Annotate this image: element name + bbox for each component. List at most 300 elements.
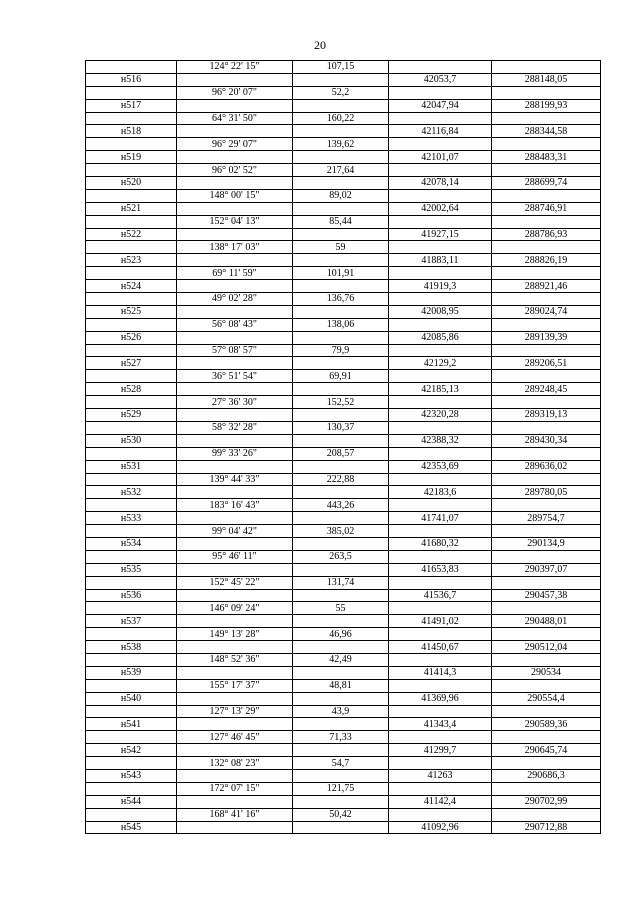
- empty-cell: [389, 653, 492, 666]
- empty-cell: [492, 550, 601, 563]
- empty-cell: [492, 705, 601, 718]
- segment-length: 107,15: [293, 61, 389, 74]
- empty-cell: [86, 318, 177, 331]
- point-id: н540: [86, 692, 177, 705]
- empty-cell: [389, 679, 492, 692]
- empty-cell: [293, 666, 389, 679]
- coordinate-y: 290488,01: [492, 615, 601, 628]
- empty-cell: [177, 821, 293, 834]
- segment-length: 52,2: [293, 86, 389, 99]
- coordinate-y: 288786,93: [492, 228, 601, 241]
- point-row: [86, 769, 601, 782]
- empty-cell: [293, 280, 389, 293]
- empty-cell: [293, 692, 389, 705]
- segment-length: 54,7: [293, 757, 389, 770]
- empty-cell: [492, 757, 601, 770]
- direction-angle: 49° 02' 28": [177, 293, 293, 306]
- direction-angle: 96° 29' 07": [177, 138, 293, 151]
- empty-cell: [389, 318, 492, 331]
- point-id: н538: [86, 641, 177, 654]
- point-id: н520: [86, 177, 177, 190]
- direction-angle: 149° 13' 28": [177, 628, 293, 641]
- empty-cell: [492, 396, 601, 409]
- coordinate-y: 290554,4: [492, 692, 601, 705]
- point-id: н543: [86, 769, 177, 782]
- empty-cell: [177, 151, 293, 164]
- coordinates-table: [85, 60, 601, 834]
- empty-cell: [86, 241, 177, 254]
- point-row: [86, 280, 601, 293]
- segment-row: [86, 525, 601, 538]
- segment-length: 160,22: [293, 112, 389, 125]
- point-id: н523: [86, 254, 177, 267]
- empty-cell: [86, 215, 177, 228]
- segment-length: 131,74: [293, 576, 389, 589]
- direction-angle: 27° 36' 30": [177, 396, 293, 409]
- empty-cell: [293, 202, 389, 215]
- empty-cell: [177, 718, 293, 731]
- empty-cell: [293, 718, 389, 731]
- segment-length: 208,57: [293, 447, 389, 460]
- point-id: н530: [86, 434, 177, 447]
- point-row: [86, 795, 601, 808]
- empty-cell: [492, 576, 601, 589]
- point-row: [86, 460, 601, 473]
- coordinate-x: 41919,3: [389, 280, 492, 293]
- coordinate-y: 288746,91: [492, 202, 601, 215]
- empty-cell: [177, 512, 293, 525]
- empty-cell: [86, 628, 177, 641]
- coordinate-x: 41369,96: [389, 692, 492, 705]
- empty-cell: [293, 744, 389, 757]
- empty-cell: [177, 228, 293, 241]
- segment-row: [86, 396, 601, 409]
- segment-row: [86, 808, 601, 821]
- coordinate-y: 289754,7: [492, 512, 601, 525]
- point-row: [86, 589, 601, 602]
- empty-cell: [492, 679, 601, 692]
- empty-cell: [177, 563, 293, 576]
- segment-length: 50,42: [293, 808, 389, 821]
- empty-cell: [177, 641, 293, 654]
- coordinate-x: 42002,64: [389, 202, 492, 215]
- point-id: н537: [86, 615, 177, 628]
- segment-row: [86, 757, 601, 770]
- point-id: н526: [86, 331, 177, 344]
- empty-cell: [492, 731, 601, 744]
- empty-cell: [293, 228, 389, 241]
- empty-cell: [293, 589, 389, 602]
- empty-cell: [293, 357, 389, 370]
- empty-cell: [86, 293, 177, 306]
- point-id: н534: [86, 537, 177, 550]
- direction-angle: 127° 46' 45": [177, 731, 293, 744]
- point-row: [86, 331, 601, 344]
- direction-angle: 64° 31' 50": [177, 112, 293, 125]
- segment-length: 385,02: [293, 525, 389, 538]
- coordinate-x: 42320,28: [389, 409, 492, 422]
- point-id: н525: [86, 305, 177, 318]
- coordinate-y: 290457,38: [492, 589, 601, 602]
- empty-cell: [389, 421, 492, 434]
- empty-cell: [293, 125, 389, 138]
- empty-cell: [177, 202, 293, 215]
- empty-cell: [293, 73, 389, 86]
- segment-row: [86, 731, 601, 744]
- point-row: [86, 434, 601, 447]
- segment-length: 79,9: [293, 344, 389, 357]
- empty-cell: [293, 305, 389, 318]
- segment-row: [86, 550, 601, 563]
- coordinate-x: 42085,86: [389, 331, 492, 344]
- point-id: н518: [86, 125, 177, 138]
- coordinate-y: 288921,46: [492, 280, 601, 293]
- empty-cell: [492, 473, 601, 486]
- coordinate-x: 41653,83: [389, 563, 492, 576]
- segment-length: 138,06: [293, 318, 389, 331]
- segment-row: [86, 164, 601, 177]
- empty-cell: [492, 370, 601, 383]
- direction-angle: 183° 16' 43": [177, 499, 293, 512]
- segment-row: [86, 473, 601, 486]
- empty-cell: [492, 241, 601, 254]
- direction-angle: 56° 08' 43": [177, 318, 293, 331]
- segment-row: [86, 576, 601, 589]
- empty-cell: [389, 396, 492, 409]
- empty-cell: [293, 821, 389, 834]
- point-row: [86, 305, 601, 318]
- point-id: н516: [86, 73, 177, 86]
- empty-cell: [177, 125, 293, 138]
- empty-cell: [492, 808, 601, 821]
- point-id: н524: [86, 280, 177, 293]
- point-row: [86, 692, 601, 705]
- empty-cell: [389, 164, 492, 177]
- direction-angle: 36° 51' 54": [177, 370, 293, 383]
- point-row: [86, 383, 601, 396]
- coordinate-x: 41092,96: [389, 821, 492, 834]
- point-id: н544: [86, 795, 177, 808]
- empty-cell: [293, 537, 389, 550]
- direction-angle: 148° 52' 36": [177, 653, 293, 666]
- direction-angle: 132° 08' 23": [177, 757, 293, 770]
- point-row: [86, 228, 601, 241]
- empty-cell: [492, 215, 601, 228]
- coordinate-y: 290589,36: [492, 718, 601, 731]
- empty-cell: [492, 628, 601, 641]
- empty-cell: [177, 589, 293, 602]
- coordinate-x: 41450,67: [389, 641, 492, 654]
- segment-length: 42,49: [293, 653, 389, 666]
- point-row: [86, 357, 601, 370]
- empty-cell: [389, 576, 492, 589]
- empty-cell: [492, 782, 601, 795]
- coordinate-y: 289024,74: [492, 305, 601, 318]
- empty-cell: [492, 112, 601, 125]
- segment-length: 121,75: [293, 782, 389, 795]
- coordinate-y: 290712,88: [492, 821, 601, 834]
- direction-angle: 57° 08' 57": [177, 344, 293, 357]
- point-row: [86, 486, 601, 499]
- empty-cell: [177, 305, 293, 318]
- empty-cell: [177, 357, 293, 370]
- empty-cell: [86, 447, 177, 460]
- coordinate-y: 290397,07: [492, 563, 601, 576]
- empty-cell: [86, 653, 177, 666]
- coordinate-x: 42116,84: [389, 125, 492, 138]
- direction-angle: 95° 46' 11": [177, 550, 293, 563]
- point-id: н545: [86, 821, 177, 834]
- coordinate-y: 290512,04: [492, 641, 601, 654]
- segment-row: [86, 189, 601, 202]
- coordinate-x: 42353,69: [389, 460, 492, 473]
- coordinate-x: 42388,32: [389, 434, 492, 447]
- segment-length: 55: [293, 602, 389, 615]
- empty-cell: [389, 215, 492, 228]
- point-row: [86, 666, 601, 679]
- coordinate-y: 288344,58: [492, 125, 601, 138]
- direction-angle: 99° 33' 26": [177, 447, 293, 460]
- coordinate-x: 41680,32: [389, 537, 492, 550]
- empty-cell: [492, 293, 601, 306]
- direction-angle: 155° 17' 37": [177, 679, 293, 692]
- point-id: н517: [86, 99, 177, 112]
- empty-cell: [389, 138, 492, 151]
- empty-cell: [86, 705, 177, 718]
- empty-cell: [177, 383, 293, 396]
- empty-cell: [293, 795, 389, 808]
- coordinate-x: 41536,7: [389, 589, 492, 602]
- empty-cell: [86, 782, 177, 795]
- point-id: н533: [86, 512, 177, 525]
- segment-length: 263,5: [293, 550, 389, 563]
- coordinate-y: 289319,13: [492, 409, 601, 422]
- segment-row: [86, 241, 601, 254]
- segment-length: 46,96: [293, 628, 389, 641]
- empty-cell: [293, 460, 389, 473]
- direction-angle: 138° 17' 03": [177, 241, 293, 254]
- coordinate-x: 42101,07: [389, 151, 492, 164]
- empty-cell: [293, 434, 389, 447]
- point-id: н541: [86, 718, 177, 731]
- coordinate-y: 290702,99: [492, 795, 601, 808]
- empty-cell: [492, 267, 601, 280]
- empty-cell: [86, 421, 177, 434]
- empty-cell: [177, 692, 293, 705]
- segment-row: [86, 215, 601, 228]
- empty-cell: [389, 86, 492, 99]
- segment-length: 59: [293, 241, 389, 254]
- empty-cell: [293, 615, 389, 628]
- empty-cell: [177, 331, 293, 344]
- empty-cell: [293, 769, 389, 782]
- segment-length: 101,91: [293, 267, 389, 280]
- point-row: [86, 615, 601, 628]
- coordinate-y: 289780,05: [492, 486, 601, 499]
- segment-row: [86, 653, 601, 666]
- empty-cell: [177, 409, 293, 422]
- point-row: [86, 718, 601, 731]
- empty-cell: [293, 177, 389, 190]
- coordinate-y: 289206,51: [492, 357, 601, 370]
- empty-cell: [177, 280, 293, 293]
- empty-cell: [389, 189, 492, 202]
- segment-row: [86, 782, 601, 795]
- direction-angle: 99° 04' 42": [177, 525, 293, 538]
- coordinate-y: 289430,34: [492, 434, 601, 447]
- direction-angle: 168° 41' 16": [177, 808, 293, 821]
- empty-cell: [293, 99, 389, 112]
- empty-cell: [86, 138, 177, 151]
- coordinate-x: 42047,94: [389, 99, 492, 112]
- empty-cell: [389, 241, 492, 254]
- segment-length: 71,33: [293, 731, 389, 744]
- empty-cell: [492, 602, 601, 615]
- empty-cell: [86, 344, 177, 357]
- coordinate-x: 41883,11: [389, 254, 492, 267]
- empty-cell: [492, 499, 601, 512]
- point-row: [86, 512, 601, 525]
- direction-angle: 152° 04' 13": [177, 215, 293, 228]
- empty-cell: [86, 396, 177, 409]
- empty-cell: [492, 525, 601, 538]
- point-row: [86, 151, 601, 164]
- empty-cell: [389, 112, 492, 125]
- empty-cell: [86, 164, 177, 177]
- point-id: н535: [86, 563, 177, 576]
- empty-cell: [389, 447, 492, 460]
- empty-cell: [177, 486, 293, 499]
- empty-cell: [86, 267, 177, 280]
- coordinate-x: 41927,15: [389, 228, 492, 241]
- empty-cell: [293, 409, 389, 422]
- segment-length: 48,81: [293, 679, 389, 692]
- point-id: н529: [86, 409, 177, 422]
- empty-cell: [86, 731, 177, 744]
- empty-cell: [177, 73, 293, 86]
- direction-angle: 172° 07' 15": [177, 782, 293, 795]
- segment-length: 130,37: [293, 421, 389, 434]
- point-id: н539: [86, 666, 177, 679]
- empty-cell: [293, 641, 389, 654]
- coordinate-x: 41263: [389, 769, 492, 782]
- empty-cell: [86, 679, 177, 692]
- segment-row: [86, 112, 601, 125]
- point-row: [86, 744, 601, 757]
- coordinate-x: 42183,6: [389, 486, 492, 499]
- point-id: н531: [86, 460, 177, 473]
- empty-cell: [389, 782, 492, 795]
- point-row: [86, 409, 601, 422]
- coordinate-y: 288483,31: [492, 151, 601, 164]
- empty-cell: [86, 61, 177, 74]
- direction-angle: 139° 44' 33": [177, 473, 293, 486]
- empty-cell: [389, 344, 492, 357]
- coordinate-x: 41741,07: [389, 512, 492, 525]
- direction-angle: 58° 32' 28": [177, 421, 293, 434]
- segment-length: 136,76: [293, 293, 389, 306]
- coordinate-x: 42008,95: [389, 305, 492, 318]
- empty-cell: [86, 86, 177, 99]
- point-row: [86, 537, 601, 550]
- direction-angle: 124° 22' 15": [177, 61, 293, 74]
- empty-cell: [293, 563, 389, 576]
- empty-cell: [293, 331, 389, 344]
- empty-cell: [293, 512, 389, 525]
- point-id: н522: [86, 228, 177, 241]
- empty-cell: [492, 318, 601, 331]
- empty-cell: [86, 370, 177, 383]
- coordinate-y: 289248,45: [492, 383, 601, 396]
- segment-row: [86, 61, 601, 74]
- segment-length: 217,64: [293, 164, 389, 177]
- point-id: н528: [86, 383, 177, 396]
- segment-row: [86, 499, 601, 512]
- empty-cell: [86, 576, 177, 589]
- segment-row: [86, 344, 601, 357]
- coordinate-y: 290686,3: [492, 769, 601, 782]
- coordinate-x: 41491,02: [389, 615, 492, 628]
- point-id: н527: [86, 357, 177, 370]
- segment-length: 89,02: [293, 189, 389, 202]
- empty-cell: [86, 189, 177, 202]
- empty-cell: [177, 744, 293, 757]
- empty-cell: [177, 254, 293, 267]
- point-row: [86, 821, 601, 834]
- point-row: [86, 177, 601, 190]
- point-id: н536: [86, 589, 177, 602]
- empty-cell: [492, 164, 601, 177]
- empty-cell: [86, 757, 177, 770]
- coordinate-x: 42078,14: [389, 177, 492, 190]
- empty-cell: [389, 525, 492, 538]
- coordinate-y: 290534: [492, 666, 601, 679]
- empty-cell: [177, 460, 293, 473]
- empty-cell: [86, 808, 177, 821]
- coordinate-y: 289139,39: [492, 331, 601, 344]
- coordinate-y: 288199,93: [492, 99, 601, 112]
- coordinate-y: 290134,9: [492, 537, 601, 550]
- coordinate-x: 41343,4: [389, 718, 492, 731]
- empty-cell: [492, 86, 601, 99]
- segment-row: [86, 267, 601, 280]
- coordinate-x: 41142,4: [389, 795, 492, 808]
- segment-row: [86, 421, 601, 434]
- coordinate-x: 42053,7: [389, 73, 492, 86]
- empty-cell: [177, 666, 293, 679]
- coordinate-x: 42185,13: [389, 383, 492, 396]
- segment-row: [86, 138, 601, 151]
- segment-row: [86, 318, 601, 331]
- empty-cell: [86, 473, 177, 486]
- direction-angle: 127° 13' 29": [177, 705, 293, 718]
- empty-cell: [492, 138, 601, 151]
- point-row: [86, 99, 601, 112]
- empty-cell: [86, 525, 177, 538]
- coordinate-x: 41414,3: [389, 666, 492, 679]
- coordinate-y: 288826,19: [492, 254, 601, 267]
- segment-row: [86, 602, 601, 615]
- empty-cell: [389, 602, 492, 615]
- empty-cell: [177, 795, 293, 808]
- point-id: н519: [86, 151, 177, 164]
- point-row: [86, 563, 601, 576]
- segment-row: [86, 293, 601, 306]
- empty-cell: [177, 615, 293, 628]
- point-row: [86, 641, 601, 654]
- segment-row: [86, 679, 601, 692]
- direction-angle: 96° 20' 07": [177, 86, 293, 99]
